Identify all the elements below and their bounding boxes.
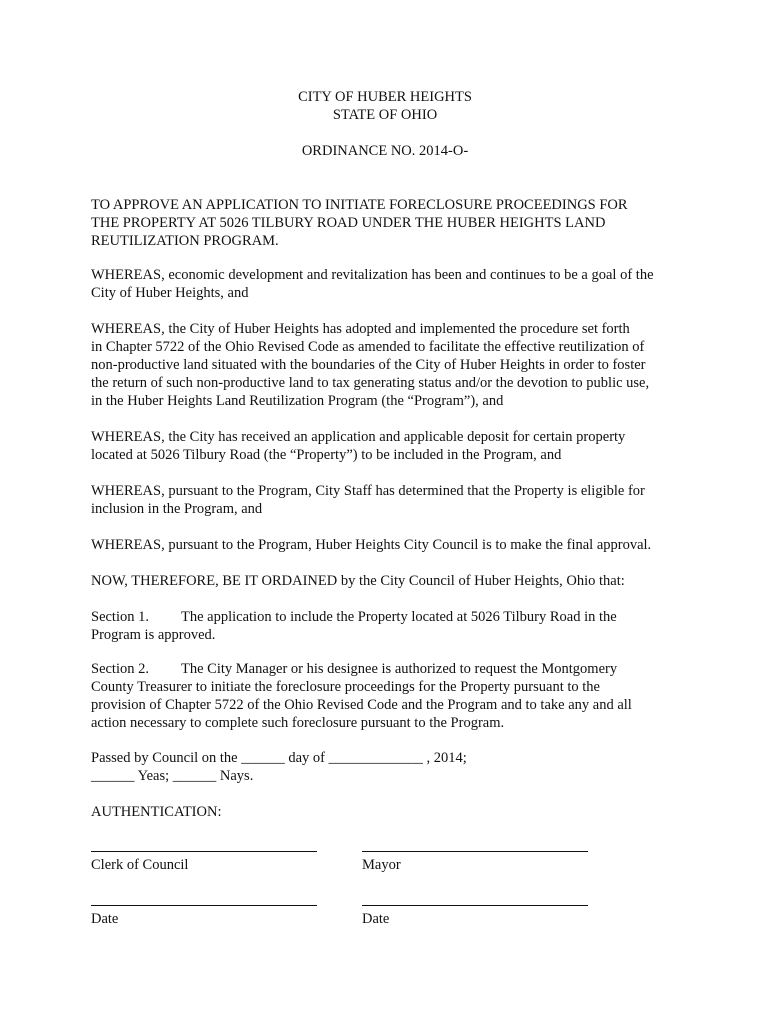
clerk-signature-line <box>91 851 317 852</box>
paragraph-line: located at 5026 Tilbury Road (the “Property”) to be included in the Program, and <box>91 447 562 463</box>
paragraph-line: City of Huber Heights, and <box>91 285 249 301</box>
mayor-signature-line <box>362 851 588 852</box>
passed-paragraph <box>91 749 691 785</box>
paragraph-line: in Chapter 5722 of the Ohio Revised Code as amended to facilitate the effective reutilization of <box>91 339 645 355</box>
paragraph-line: NOW, THEREFORE, BE IT ORDAINED by the City Council of Huber Heights, Ohio that: <box>91 573 625 589</box>
section-text: The application to include the Property located at 5026 Tilbury Road in the <box>181 609 617 625</box>
section-label: Section 2. <box>91 661 149 677</box>
paragraph-line: inclusion in the Program, and <box>91 501 263 517</box>
ordinance-number: ORDINANCE NO. 2014-O- <box>301 143 469 159</box>
paragraph-line: action necessary to complete such foreclosure pursuant to the Program. <box>91 715 505 731</box>
paragraph-line: WHEREAS, pursuant to the Program, City Staff has determined that the Property is eligible for <box>91 483 645 499</box>
section-2 <box>91 660 691 732</box>
city-heading: CITY OF HUBER HEIGHTS <box>298 89 472 105</box>
clerk-date-line <box>91 905 317 906</box>
whereas-paragraph-5 <box>91 536 691 554</box>
paragraph-line: the return of such non-productive land to tax generating status and/or the devotion to public use, <box>91 375 650 391</box>
paragraph-line: ______ Yeas; ______ Nays. <box>91 768 254 784</box>
whereas-paragraph-2 <box>91 320 691 410</box>
paragraph-line: in the Huber Heights Land Reutilization Program (the “Program”), and <box>91 393 504 409</box>
ordinance-title <box>91 196 691 250</box>
mayor-label: Mayor <box>362 857 401 873</box>
whereas-paragraph-4 <box>91 482 691 518</box>
paragraph-line: provision of Chapter 5722 of the Ohio Revised Code and the Program and to take any and all <box>91 697 632 713</box>
paragraph-line: WHEREAS, economic development and revitalization has been and continues to be a goal of the <box>91 267 654 283</box>
whereas-paragraph-3 <box>91 428 691 464</box>
title-line: THE PROPERTY AT 5026 TILBURY ROAD UNDER THE HUBER HEIGHTS LAND <box>91 215 606 231</box>
section-label: Section 1. <box>91 609 149 625</box>
clerk-date-label: Date <box>91 911 119 927</box>
state-heading: STATE OF OHIO <box>332 107 438 123</box>
paragraph-line: Passed by Council on the ______ day of _____________ , 2014; <box>91 750 467 766</box>
authentication-heading: AUTHENTICATION: <box>91 804 222 820</box>
title-line: REUTILIZATION PROGRAM. <box>91 233 279 249</box>
ordained-paragraph <box>91 572 691 590</box>
paragraph-line: WHEREAS, the City has received an application and applicable deposit for certain property <box>91 429 626 445</box>
paragraph-line: WHEREAS, pursuant to the Program, Huber Heights City Council is to make the final approval. <box>91 537 652 553</box>
paragraph-line: Program is approved. <box>91 627 216 643</box>
whereas-paragraph-1 <box>91 266 691 302</box>
clerk-label: Clerk of Council <box>91 857 189 873</box>
section-1 <box>91 608 691 644</box>
section-text: The City Manager or his designee is authorized to request the Montgomery <box>181 661 618 677</box>
title-line: TO APPROVE AN APPLICATION TO INITIATE FORECLOSURE PROCEEDINGS FOR <box>91 197 628 213</box>
paragraph-line: WHEREAS, the City of Huber Heights has adopted and implemented the procedure set forth <box>91 321 630 337</box>
mayor-date-line <box>362 905 588 906</box>
paragraph-line: non-productive land situated with the boundaries of the City of Huber Heights in order to foster <box>91 357 646 373</box>
paragraph-line: County Treasurer to initiate the foreclosure proceedings for the Property pursuant to the <box>91 679 600 695</box>
mayor-date-label: Date <box>362 911 390 927</box>
